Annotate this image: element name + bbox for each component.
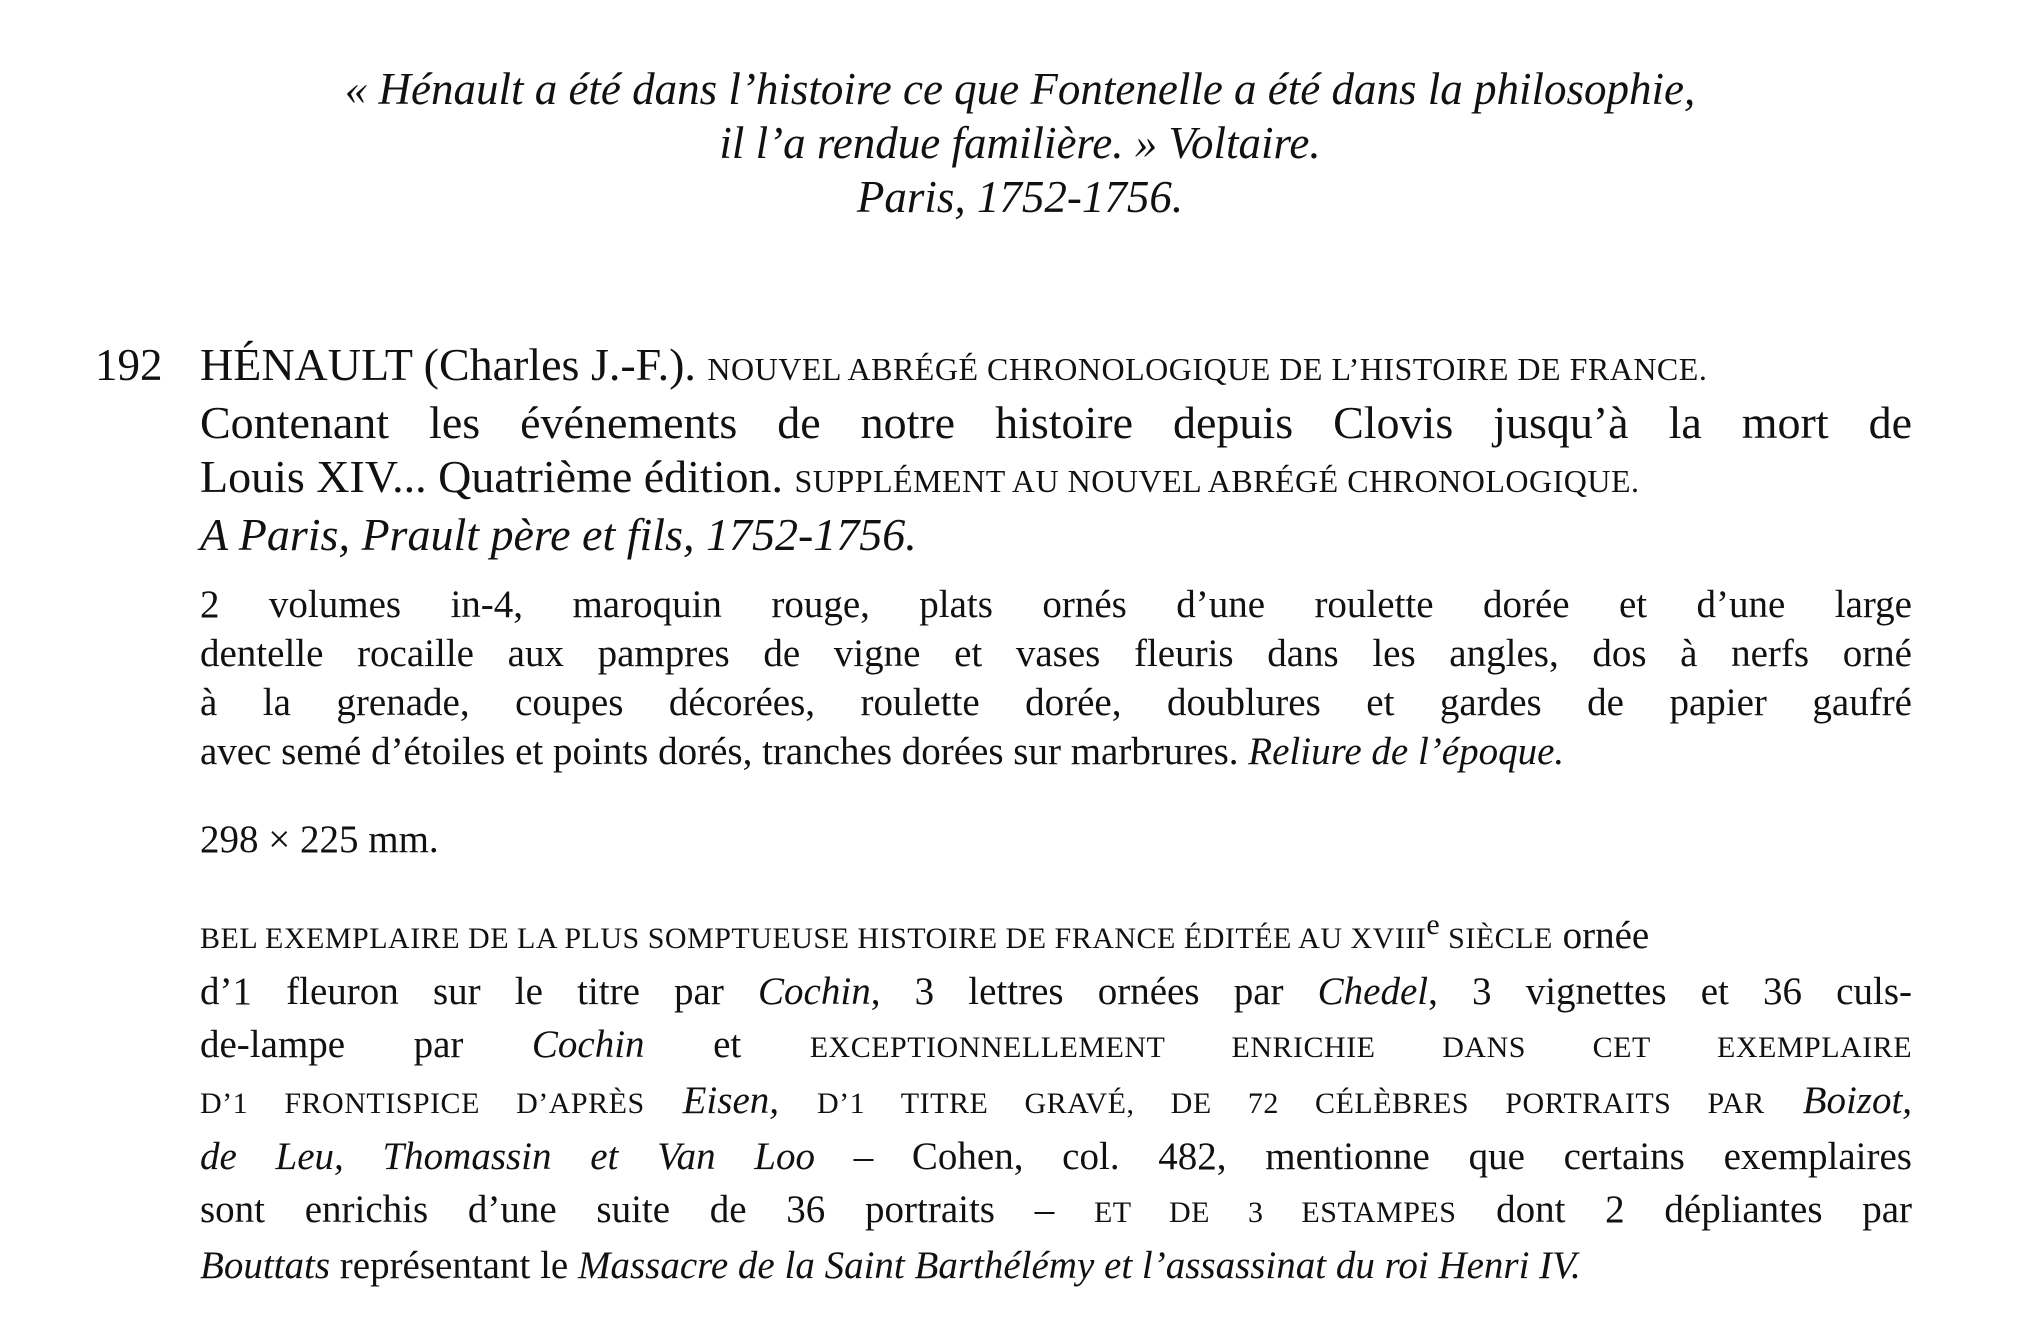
- lot-title-block: [200, 338, 1912, 562]
- notes-line-7-text: représentant le: [330, 1244, 578, 1287]
- notes-line-4: [200, 1074, 1912, 1130]
- copy-notes: [200, 909, 1912, 1292]
- author: HÉNAULT (Charles J.-F.).: [200, 339, 696, 390]
- artist-eisen: Eisen,: [682, 1079, 780, 1122]
- century-superscript: e: [1426, 908, 1441, 941]
- epigraph-line-1: « Hénault a été dans l’histoire ce que Fontenelle a été dans la philosophie,: [344, 64, 1696, 114]
- description-line-3: à la grenade, coupes décorées, roulette dorée, doublures et gardes de papier gaufré: [200, 681, 1912, 724]
- notes-line-6: [200, 1183, 1912, 1239]
- notes-line-1-sc: BEL EXEMPLAIRE DE LA PLUS SOMPTUEUSE HISTOIRE DE FRANCE ÉDITÉE AU XVIII: [200, 922, 1427, 955]
- notes-line-7: [200, 1239, 1912, 1292]
- epigraph: [200, 62, 1840, 224]
- lot-number: 192: [95, 340, 163, 390]
- supplement-title: SUPPLÉMENT AU NOUVEL ABRÉGÉ CHRONOLOGIQUE.: [794, 463, 1640, 499]
- edition-text: Louis XIV... Quatrième édition.: [200, 451, 783, 502]
- description-line-4: [200, 727, 1912, 776]
- notes-line-2-c: , 3 lettres ornées par: [870, 970, 1284, 1013]
- notes-line-1-text: ornée: [1552, 914, 1650, 957]
- artist-chedel: Chedel: [1317, 970, 1429, 1013]
- dimensions: 298 × 225 mm.: [200, 818, 439, 861]
- notes-line-6-a: sont enrichis d’une suite de 36 portraits –: [200, 1188, 1055, 1231]
- notes-line-2-a: d’1 fleuron sur le titre par: [200, 970, 724, 1013]
- binding-period: Reliure de l’époque.: [1248, 730, 1565, 773]
- notes-line-2: [200, 965, 1912, 1018]
- artist-bouttats: Bouttats: [200, 1244, 331, 1287]
- notes-line-3: [200, 1018, 1912, 1074]
- artist-boizot: Boizot,: [1802, 1079, 1913, 1122]
- notes-line-2-e: , 3 vignettes et 36 culs-: [1428, 970, 1912, 1013]
- artists-list: de Leu, Thomassin et Van Loo: [200, 1135, 815, 1178]
- notes-line-5: [200, 1130, 1912, 1183]
- description-line-2: dentelle rocaille aux pampres de vigne et vases fleuris dans les angles, dos à nerfs orné: [200, 632, 1912, 675]
- title-line-1: [200, 338, 1912, 396]
- binding-description: [200, 580, 1912, 776]
- epigraph-line-2: il l’a rendue familière. » Voltaire.: [719, 118, 1321, 168]
- artist-cochin: Cochin: [758, 970, 871, 1013]
- subtitle-line-2: [200, 450, 1912, 508]
- imprint: A Paris, Prault père et fils, 1752-1756.: [200, 509, 917, 560]
- engraving-titles: Massacre de la Saint Barthélémy et l’assassinat du roi Henri IV.: [577, 1244, 1581, 1287]
- epigraph-line-3: Paris, 1752-1756.: [856, 172, 1184, 222]
- subtitle-line-1: Contenant les événements de notre histoire depuis Clovis jusqu’à la mort de: [200, 397, 1912, 448]
- notes-line-6-sc: ET DE 3 ESTAMPES: [1093, 1196, 1457, 1229]
- notes-line-6-b: dont 2 dépliantes par: [1496, 1188, 1913, 1231]
- notes-line-5-text: – Cohen, col. 482, mentionne que certains exemplaires: [814, 1135, 1912, 1178]
- notes-line-4-sc-2: D’1 TITRE GRAVÉ, DE 72 CÉLÈBRES PORTRAITS PAR: [816, 1087, 1765, 1120]
- notes-line-3-c: et: [713, 1023, 742, 1066]
- notes-line-3-a: de-lampe par: [200, 1023, 464, 1066]
- notes-line-4-sc-1: D’1 FRONTISPICE D’APRÈS: [200, 1087, 645, 1120]
- artist-cochin-2: Cochin: [531, 1023, 645, 1066]
- title-small-caps: NOUVEL ABRÉGÉ CHRONOLOGIQUE DE L’HISTOIRE DE FRANCE.: [707, 351, 1708, 387]
- description-line-1: 2 volumes in-4, maroquin rouge, plats ornés d’une roulette dorée et d’une large: [200, 583, 1912, 626]
- notes-line-3-sc: EXCEPTIONNELLEMENT ENRICHIE DANS CET EXEMPLAIRE: [809, 1031, 1913, 1064]
- notes-line-1: [200, 909, 1912, 965]
- notes-line-1-sc-2: SIÈCLE: [1440, 922, 1553, 955]
- description-line-4-text: avec semé d’étoiles et points dorés, tranches dorées sur marbrures.: [200, 730, 1239, 773]
